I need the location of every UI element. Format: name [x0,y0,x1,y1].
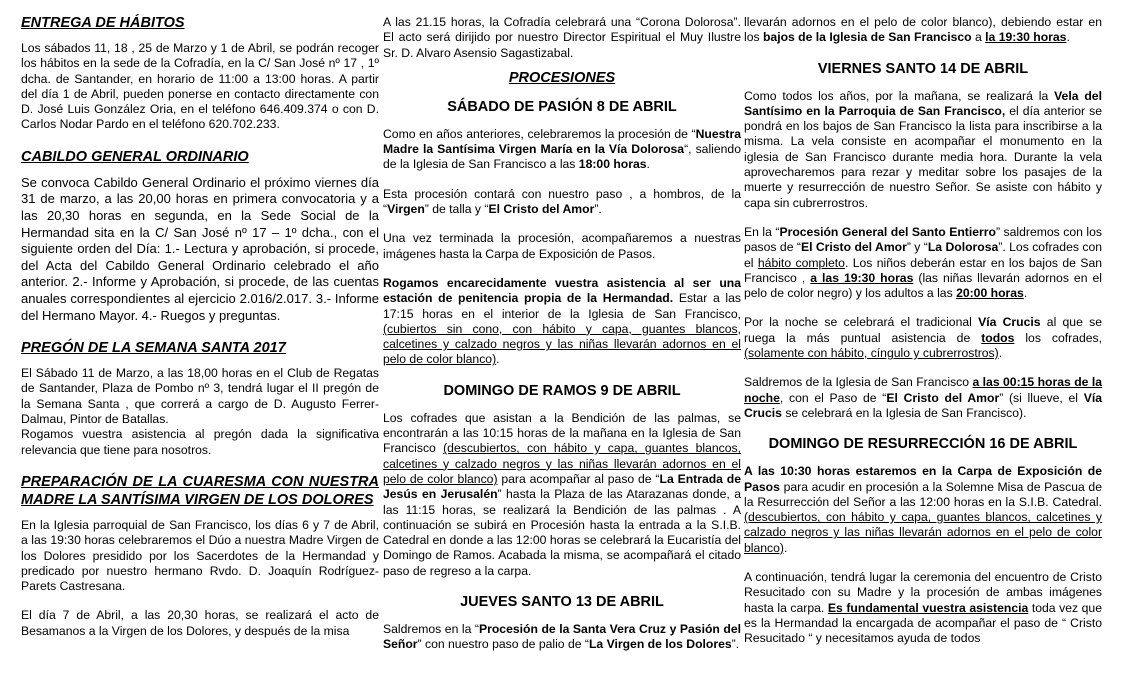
paragraph: Saldremos de la Iglesia de San Francisco a las 00:15 horas de la noche, con el Paso de “El Cristo del Amor” (si llueve, el Vía Crucis se celebrará en la Iglesia de San Francisco). [744,375,1102,420]
paragraph: Se convoca Cabildo General Ordinario el próximo viernes día 31 de marzo, a las 20,00 horas en primera convocatoria y a las 20,30 horas en segunda, en la Sede Social de la Hermandad sita en la C/ San José nº 17 – 1º dcha., con el siguiente orden del Día: 1.- Lectura y aprobación, si procede, del Acta del Cabildo General Ordinario celebrado el año anterior. 2.- Informe y Aprobación, si procede, de las cuentas anuales correspondientes al ejercicio 2.016/2.017. 3.- Informe del Hermano Mayor. 4.- Ruegos y preguntas. [21,174,379,323]
section-title-viernes: VIERNES SANTO 14 DE ABRIL [817,60,1029,77]
section-entrega-habitos [21,14,379,133]
paragraph: Como en años anteriores, celebraremos la procesión de “Nuestra Madre la Santísima Virgen María en la Vía Dolorosa“, saliendo de la Iglesia de San Francisco a las 18:00 horas. [383,126,741,172]
column-3 [722,0,1103,675]
paragraph: A las 10:30 horas estaremos en la Carpa de Exposición de Pasos para acudir en procesión a la Solemne Misa de Pascua de la Resurrección del Señor a las 12:00 horas en la S.I.B. Catedral. (descubiertos, con hábito y capa, guantes blancos, calcetines y calzado negros y las niñas llevarán adornos en el pelo de color blanco). [744,464,1102,555]
column-2 [362,0,742,675]
paragraph: Los cofrades que asistan a la Bendición de las palmas, se encontrarán a las 10:15 horas de la mañana en la Iglesia de San Francisco (descubiertos, con hábito y capa, guantes blancos, calcetines y calzado negros y las niñas llevarán adornos en el pelo de color blanco) para acompañar al paso de “La Entrada de Jesús en Jerusalén” hasta la Plaza de las Atarazanas donde, a las 11:15 horas, se realizará la Bendición de las palmas . A continuación se subirá en Procesión hasta la entrada a la S.I.B. Catedral en donde a las 12:00 horas se celebrará la Eucaristía del Domingo de Ramos. Acabada la misma, se acompañará el citado paso de regreso a la carpa. [383,410,742,578]
paragraph: Saldremos en la “Procesión de la Santa Vera Cruz y Pasión del Señor” con nuestro paso de palio de “La Virgen de los Dolores”. [383,622,741,652]
paragraph: Una vez terminada la procesión, acompañaremos a nuestras imágenes hasta la Carpa de Exposición de Pasos. [383,231,741,261]
paragraph: Como todos los años, por la mañana, se realizará la Vela del Santísimo en la Parroquia de San Francisco, el día anterior se pondrá en los bajos de San Francisco la lista para inscribirse a la misma. La vela consiste en acompañar el monumento en la iglesia de San Francisco durante media hora. Durante la vela aprovecharemos para rezar y meditar sobre los pasajes de la muerte y resurrección de nuestro Señor. Se asiste con hábito y capa sin cubrerrostros. [744,88,1102,210]
column-1 [0,0,379,675]
paragraph: El Sábado 11 de Marzo, a las 18,00 horas en el Club de Regatas de Santander, Plaza de Pombo nº 3, tendrá lugar el II pregón de la Semana Santa , que correrá a cargo de D. Augusto Ferrer-Dalmau, Pintor de Batallas. [21,366,379,427]
section-cuaresma [21,473,379,639]
section-title: CABILDO GENERAL ORDINARIO [21,148,249,165]
section-pregon [21,339,379,458]
section-title-jueves: JUEVES SANTO 13 DE ABRIL [460,594,664,611]
section-title-sabado: SÁBADO DE PASIÓN 8 DE ABRIL [447,98,677,115]
section-title-domingo-ramos: DOMINGO DE RAMOS 9 DE ABRIL [443,382,681,399]
paragraph: En la Iglesia parroquial de San Francisco, los días 6 y 7 de Abril, a las 19:30 horas celebraremos el Dúo a nuestra Madre Virgen de los Dolores presidido por los Sacerdotes de la Hermandad y predicado por nuestro hermano Rvdo. D. Joaquín Rodríguez-Parets Castresana. [21,517,379,594]
paragraph: Rogamos vuestra asistencia al pregón dada la significativa relevancia que tiene para nosotros. [21,427,379,457]
section-title: PREGÓN DE LA SEMANA SANTA 2017 [21,340,286,357]
paragraph: El día 7 de Abril, a las 20,30 horas, se realizará el acto de Besamanos a la Virgen de los Dolores, y después de la misa [21,608,379,638]
paragraph: Por la noche se celebrará el tradicional Vía Crucis al que se ruega la más puntual asistencia de todos los cofrades, (solamente con hábito, cíngulo y cubrerrostros). [744,315,1103,361]
section-title: ENTREGA DE HÁBITOS [21,15,185,31]
section-title-resurreccion: DOMINGO DE RESURRECCIÓN 16 DE ABRIL [768,436,1078,453]
paragraph: En la “Procesión General del Santo Entierro” saldremos con los pasos de “El Cristo del Amor” y “La Dolorosa”. Los cofrades con el hábito completo. Los niños deberán estar en los bajos de San Francisco , a las 19:30 horas (las niñas llevarán adornos en el pelo de color negro) y los adultos a las 20:00 horas. [744,224,1103,301]
paragraph: Rogamos encarecidamente vuestra asistencia al ser una estación de penitencia propia de la Hermandad. Estar a las 17:15 horas en el interior de la Iglesia de San Francisco, (cubiertos sin cono, con hábito y capa, guantes blancos, calcetines y calzado negros y las niñas llevarán adornos en el pelo de color blanco). [383,275,742,367]
section-cabildo [21,148,379,324]
section-title-procesiones: PROCESIONES [508,69,616,86]
paragraph: Los sábados 11, 18 , 25 de Marzo y 1 de Abril, se podrán recoger los hábitos en la sede de la Cofradía, en la C/ San José nº 17 , 1º dcha. de Santander, en horario de 11:00 a 13:00 horas. A partir del día 1 de Abril, pueden ponerse en contacto directamente con D. José Luis González Oria, en el teléfono 646.409.374 o con D. Carlos Nodar Pardo en el teléfono 620.702.233. [21,41,379,132]
paragraph: llevarán adornos en el pelo de color blanco), debiendo estar en los bajos de la Iglesia de San Francisco a la 19:30 horas. [744,15,1102,45]
paragraph: A continuación, tendrá lugar la ceremonia del encuentro de Cristo Resucitado con su Madre y la procesión de ambas imágenes hasta la carpa. Es fundamental vuestra asistencia toda vez que es la Hermandad la encargada de acompañar el paso de “ Cristo Resucitado “ y necesitamos ayuda de todos [744,570,1102,646]
paragraph: Esta procesión contará con nuestro paso , a hombros, de la “Virgen” de talla y “El Cristo del Amor”. [383,186,741,217]
paragraph: A las 21.15 horas, la Cofradía celebrará una “Corona Dolorosa”. El acto será dirijido por nuestro Director Espiritual el Muy Ilustre Sr. D. Alvaro Asensio Sagastizabal. [383,15,741,60]
section-title: PREPARACIÓN DE LA CUARESMA CON NUESTRA MADRE LA SANTÍSIMA VIRGEN DE LOS DOLORES [21,473,379,508]
